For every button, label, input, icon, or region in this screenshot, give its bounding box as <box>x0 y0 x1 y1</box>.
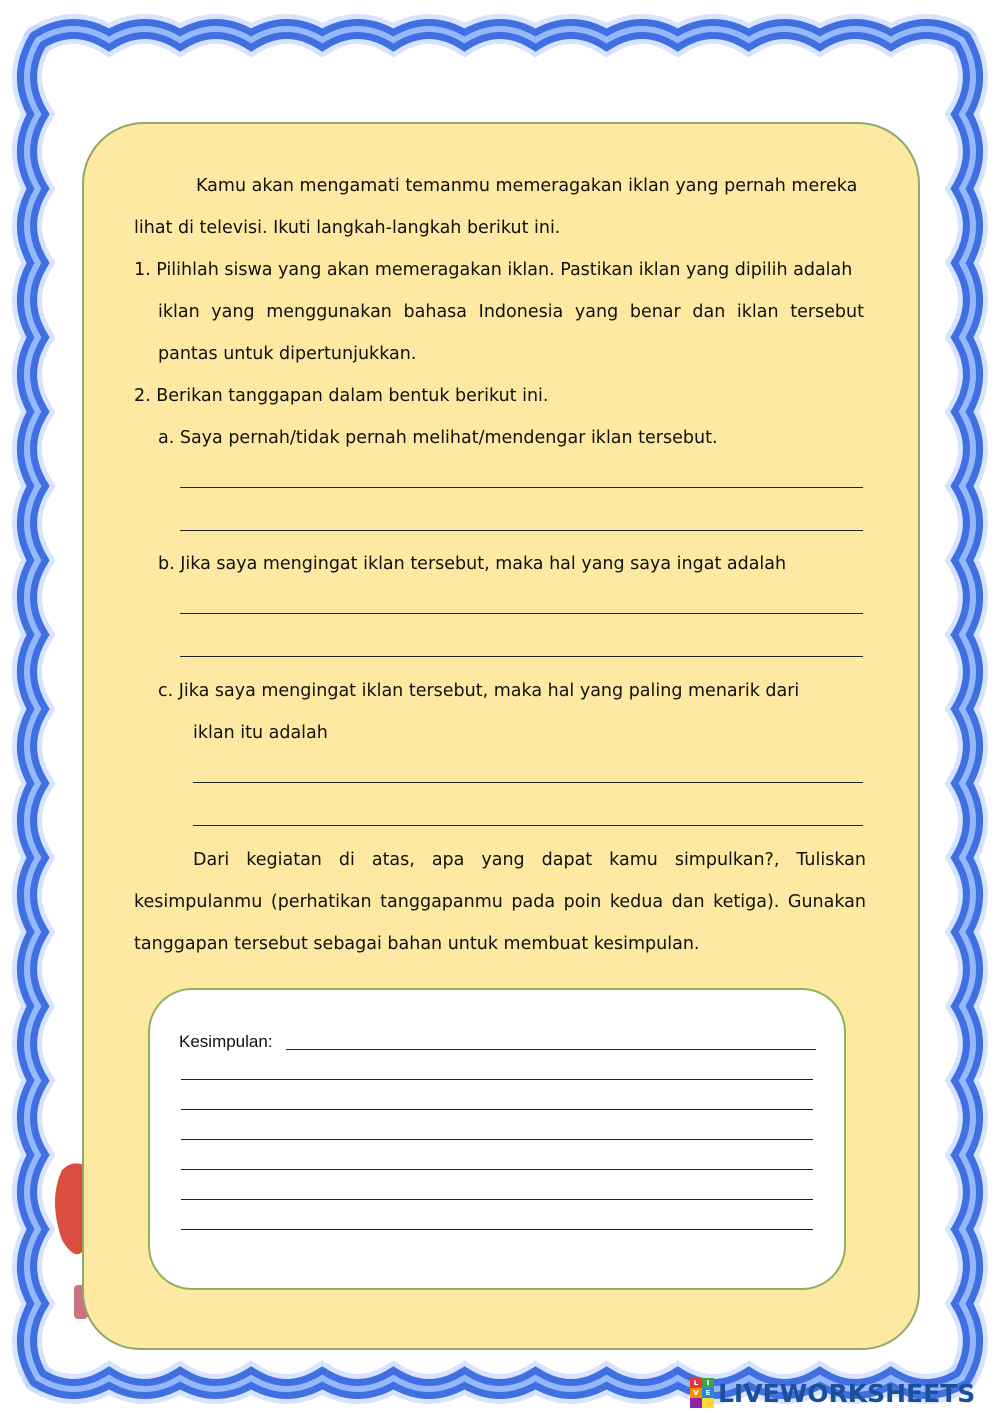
intro-line-2: lihat di televisi. Ikuti langkah-langkah berikut ini. <box>134 218 561 238</box>
answer-line-b-2[interactable] <box>180 656 863 657</box>
logo-letter-i: I <box>702 1378 714 1388</box>
answer-line-c-2[interactable] <box>193 825 863 826</box>
conclusion-line-1[interactable] <box>286 1049 816 1050</box>
item-b: b. Jika saya mengingat iklan tersebut, maka hal yang saya ingat adalah <box>158 554 787 574</box>
answer-line-c-1[interactable] <box>193 782 863 783</box>
conclusion-label: Kesimpulan: <box>179 1032 273 1051</box>
intro-line-1: Kamu akan mengamati temanmu memeragakan iklan yang pernah mereka <box>196 176 858 196</box>
answer-line-b-1[interactable] <box>180 613 863 614</box>
liveworksheets-brand <box>690 1376 975 1410</box>
logo-letter-e: E <box>702 1388 714 1398</box>
item-c-line-2: iklan itu adalah <box>193 723 328 743</box>
step-1-line-2: iklan yang menggunakan bahasa Indonesia yang benar dan iklan tersebut <box>158 302 864 322</box>
closing-line-3: tanggapan tersebut sebagai bahan untuk membuat kesimpulan. <box>134 934 700 954</box>
closing-line-1: Dari kegiatan di atas, apa yang dapat kamu simpulkan?, Tuliskan <box>193 850 866 870</box>
conclusion-line-3[interactable] <box>181 1109 813 1110</box>
conclusion-line-5[interactable] <box>181 1169 813 1170</box>
step-1-line-1: 1. Pilihlah siswa yang akan memeragakan iklan. Pastikan iklan yang dipilih adalah <box>134 260 853 280</box>
step-2: 2. Berikan tanggapan dalam bentuk berikut ini. <box>134 386 549 406</box>
liveworksheets-name: LIVEWORKSHEETS <box>718 1378 976 1408</box>
logo-block-5 <box>690 1398 702 1408</box>
conclusion-line-4[interactable] <box>181 1139 813 1140</box>
closing-line-2: kesimpulanmu (perhatikan tanggapanmu pada poin kedua dan ketiga). Gunakan <box>134 892 866 912</box>
logo-letter-l: L <box>690 1378 702 1388</box>
item-a: a. Saya pernah/tidak pernah melihat/mendengar iklan tersebut. <box>158 428 718 448</box>
answer-line-a-2[interactable] <box>180 530 863 531</box>
logo-letter-v: V <box>690 1388 702 1398</box>
item-c-line-1: c. Jika saya mengingat iklan tersebut, maka hal yang paling menarik dari <box>158 681 800 701</box>
answer-line-a-1[interactable] <box>180 487 863 488</box>
step-1-line-3: pantas untuk dipertunjukkan. <box>158 344 417 364</box>
conclusion-line-2[interactable] <box>181 1079 813 1080</box>
liveworksheets-logo-icon <box>690 1378 714 1408</box>
conclusion-line-7[interactable] <box>181 1229 813 1230</box>
conclusion-line-6[interactable] <box>181 1199 813 1200</box>
logo-block-6 <box>702 1398 714 1408</box>
